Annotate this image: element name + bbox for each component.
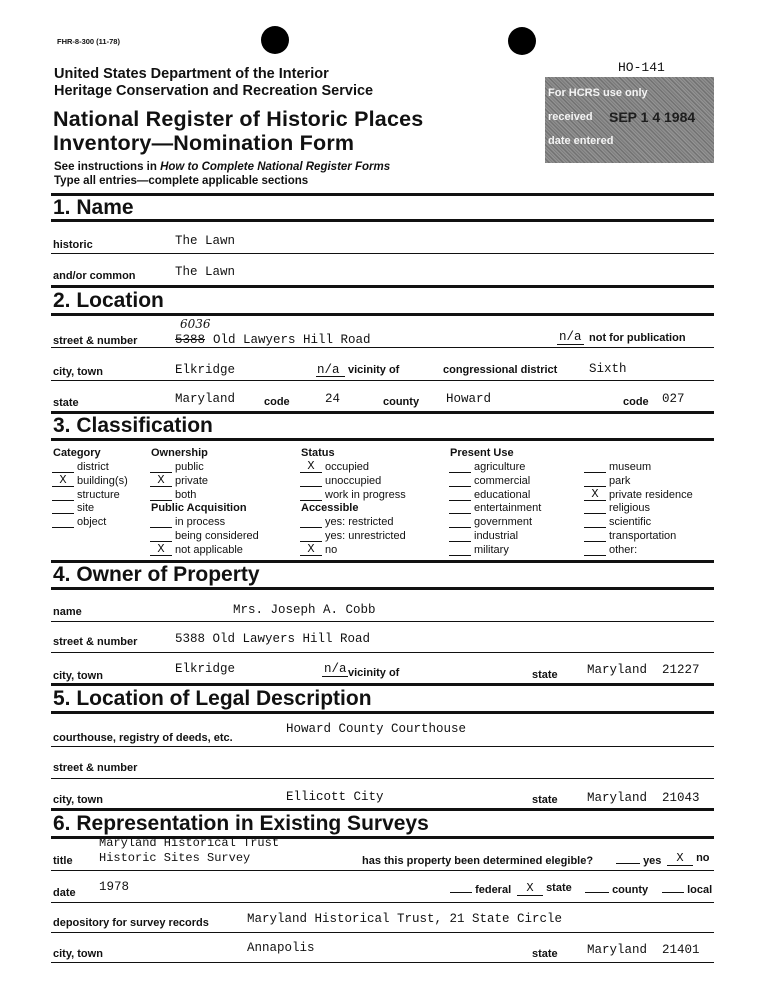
present-use-option-label: scientific [609,516,652,529]
checkbox[interactable] [449,486,471,487]
rule [51,711,714,714]
present-use-option-label: military [474,543,509,556]
rule [51,193,714,196]
ownership-heading: Ownership [151,447,208,459]
present-use-option-label: private residence [609,488,693,501]
category-option-label: building(s) [77,474,128,487]
rule [51,219,714,222]
present-use-option-label: transportation [609,530,677,542]
present-use-option [584,502,650,514]
blank [557,344,584,345]
owner-vicinity-value: n/a [324,662,347,676]
checkbox[interactable] [449,527,471,528]
ownership-option [150,461,204,473]
eligible-question: has this property been determined elegible? [362,855,594,867]
rule [51,652,714,653]
punch-hole-left [261,26,289,54]
county-label: county [383,396,420,408]
form-id: FHR-8-300 (11-78) [57,37,120,46]
checkbox[interactable]: X [667,852,693,866]
acquisition-option-label: in process [175,516,226,528]
courthouse-label: courthouse, registry of deeds, etc. [53,732,233,744]
owner-zip: 21227 [662,663,700,677]
present-use-option-label: entertainment [474,502,542,515]
category-option [52,489,120,501]
category-option [52,461,109,473]
rule [51,746,714,747]
received-date: SEP 1 4 1984 [609,109,696,125]
present-use-option [584,486,693,501]
historic-label: historic [53,239,93,251]
status-option [300,489,406,501]
accessible-option [300,541,338,556]
vicinity-label: vicinity of [348,364,400,376]
present-use-option [449,544,509,556]
rule [51,962,714,963]
legal-zip: 21043 [662,791,700,805]
date-entered-label: date entered [548,135,614,147]
accessible-option-label: yes: restricted [325,516,394,528]
ownership-option [150,489,196,501]
present-use-option [584,544,637,556]
instructions-title: How to Complete National Register Forms [160,161,391,173]
historic-value: The Lawn [175,234,236,248]
section-4-title: 4. Owner of Property [53,563,260,586]
rule [51,621,714,622]
depository-state-value: Maryland [587,943,648,957]
depository-state-label: state [532,948,558,960]
county-code-label: code [623,396,649,408]
category-option-label: structure [77,488,120,501]
level-state [517,882,572,896]
survey-title-line-2: Historic Sites Survey [99,851,251,865]
owner-state-label: state [532,669,558,681]
survey-title-line-1: Maryland Historical Trust [99,836,280,850]
present-use-option [584,475,630,487]
checkbox[interactable] [616,863,640,864]
present-use-option-label: agriculture [474,461,526,473]
present-use-option-label: commercial [474,474,531,487]
eligible-yes-label: yes [643,855,662,867]
state-code-value: 24 [325,392,341,406]
legal-street-label: street & number [53,762,138,774]
not-for-publication-value: n/a [559,330,582,344]
checkbox[interactable] [300,500,322,501]
present-use-heading: Present Use [450,447,514,459]
eligible-yes [616,855,661,867]
acquisition-option [150,530,259,542]
street-number-struck: 5388 [175,333,206,347]
present-use-option [449,489,530,501]
not-for-publication-label: not for publication [589,332,686,344]
blank [322,676,348,677]
owner-vicinity-label: vicinity of [348,667,400,679]
owner-name-value: Mrs. Joseph A. Cobb [233,603,376,617]
state-code-label: code [264,396,290,408]
rule [51,778,714,779]
checkbox[interactable] [300,486,322,487]
type-all-entries: Type all entries—complete applicable sections [54,175,309,187]
present-use-option [449,516,532,528]
ownership-option [150,472,209,487]
rule [51,808,714,811]
checkbox[interactable] [449,541,471,542]
checkbox[interactable] [449,555,471,556]
accessible-heading: Accessible [301,502,359,514]
legal-state-value: Maryland [587,791,648,805]
owner-city-value: Elkridge [175,662,236,676]
depository-label: depository for survey records [53,917,209,929]
depository-city-value: Annapolis [247,941,315,955]
level-local [662,884,712,896]
agency-line-2: Heritage Conservation and Recreation Service [54,83,374,99]
blank [316,376,345,377]
accessible-option-label: no [325,543,338,556]
rule [51,285,714,288]
congressional-district-label: congressional district [443,364,558,376]
state-value: Maryland [175,392,236,406]
level-federal [450,884,511,896]
acquisition-option-label: not applicable [175,543,243,556]
accessible-option [300,530,406,542]
eligible-no-label: no [696,852,710,864]
rule [51,587,714,590]
checkbox[interactable]: X [300,461,322,473]
instructions-prefix: See instructions in [54,161,161,173]
category-option-label: district [77,461,109,473]
rule [51,683,714,686]
present-use-option-label: park [609,474,631,487]
checkbox[interactable] [585,892,609,893]
state-label: state [53,397,79,409]
status-option-label: unoccupied [325,474,382,487]
acquisition-option [150,541,243,556]
rule [51,932,714,933]
checkbox[interactable] [449,513,471,514]
status-heading: Status [301,447,335,459]
common-name-label: and/or common [53,270,136,282]
owner-street-value: 5388 Old Lawyers Hill Road [175,632,371,646]
checkbox[interactable] [150,500,172,501]
legal-state-label: state [532,794,558,806]
ownership-option-label: private [175,474,209,487]
depository-zip: 21401 [662,943,700,957]
congressional-district-value: Sixth [589,362,627,376]
ownership-option-label: public [175,461,204,473]
rule [51,380,714,381]
section-3-title: 3. Classification [53,414,213,437]
checkbox[interactable] [584,541,606,542]
city-value: Elkridge [175,363,236,377]
section-1-title: 1. Name [53,196,134,219]
county-code-value: 027 [662,392,685,406]
level-county [585,884,648,896]
checkbox[interactable] [662,892,684,893]
level-state-label: state [546,882,572,894]
courthouse-value: Howard County Courthouse [286,722,467,736]
agency-line-1: United States Department of the Interior [54,66,329,82]
level-federal-label: federal [475,884,512,896]
checkbox[interactable] [450,892,472,893]
present-use-option-label: government [474,516,533,529]
owner-state-value: Maryland [587,663,648,677]
punch-hole-right [508,27,536,55]
public-acquisition-heading: Public Acquisition [151,502,247,514]
checkbox[interactable] [584,527,606,528]
present-use-option [584,461,651,473]
status-option-label: work in progress [325,488,406,501]
checkbox[interactable] [300,527,322,528]
legal-city-label: city, town [53,794,103,806]
ownership-option-label: both [175,488,197,501]
street-value: Old Lawyers Hill Road [213,333,371,347]
present-use-option [584,516,651,528]
rule [51,253,714,254]
category-option [52,516,106,528]
present-use-option-label: industrial [474,530,519,542]
checkbox[interactable]: X [52,475,74,487]
survey-title-label: title [53,855,73,867]
checkbox[interactable] [52,500,74,501]
checkbox[interactable]: X [150,475,172,487]
instructions [54,161,390,173]
county-value: Howard [446,392,492,406]
received-label: received [548,111,593,123]
owner-city-label: city, town [53,670,103,682]
category-option-label: object [77,516,107,529]
survey-date-value: 1978 [99,880,130,894]
present-use-option [449,475,530,487]
rule [51,870,714,871]
checkbox[interactable]: X [517,882,543,896]
checkbox[interactable] [449,472,471,473]
present-use-option-label: museum [609,461,652,473]
eligible-no [667,852,710,866]
checkbox[interactable] [150,527,172,528]
street-label: street & number [53,335,138,347]
owner-street-label: street & number [53,636,138,648]
status-option [300,475,381,487]
depository-value: Maryland Historical Trust, 21 State Circle [247,912,563,926]
file-number: HO-141 [618,60,665,75]
category-option [52,502,94,514]
present-use-option [449,461,525,473]
legal-city-value: Ellicott City [286,790,384,804]
rule [51,438,714,441]
form-title-line-1: National Register of Historic Places [53,107,424,131]
vicinity-value: n/a [317,363,340,377]
checkbox[interactable] [584,472,606,473]
street-number-handwritten: 6036 [180,317,211,331]
office-use-stamp [545,77,714,163]
checkbox[interactable] [584,513,606,514]
category-option [52,472,128,487]
office-use-label: For HCRS use only [548,87,648,99]
present-use-option [449,530,518,542]
present-use-option-label: other: [609,543,638,556]
checkbox[interactable] [52,527,74,528]
rule [51,347,714,348]
survey-date-label: date [53,887,76,899]
form-title-line-2: Inventory—Nomination Form [53,131,355,155]
rule [51,902,714,903]
section-2-title: 2. Location [53,289,164,312]
status-option [300,461,369,473]
city-label: city, town [53,366,103,378]
level-local-label: local [687,884,713,896]
accessible-option [300,516,393,528]
checkbox[interactable]: X [584,489,606,501]
section-6-title: 6. Representation in Existing Surveys [53,812,429,835]
present-use-option-label: educational [474,488,531,501]
checkbox[interactable] [449,500,471,501]
level-county-label: county [612,884,649,896]
owner-name-label: name [53,606,82,618]
present-use-option [584,530,676,542]
present-use-option [449,502,541,514]
section-5-title: 5. Location of Legal Description [53,687,372,710]
checkbox[interactable]: X [300,544,322,556]
status-option-label: occupied [325,461,370,473]
rule [51,313,714,316]
present-use-option-label: religious [609,502,650,515]
category-heading: Category [53,447,101,459]
accessible-option-label: yes: unrestricted [325,529,406,542]
acquisition-option-label: being considered [175,529,259,542]
checkbox[interactable] [584,555,606,556]
category-option-label: site [77,502,95,515]
acquisition-option [150,516,225,528]
common-name-value: The Lawn [175,265,236,279]
checkbox[interactable]: X [150,544,172,556]
depository-city-label: city, town [53,948,103,960]
checkbox[interactable] [52,513,74,514]
